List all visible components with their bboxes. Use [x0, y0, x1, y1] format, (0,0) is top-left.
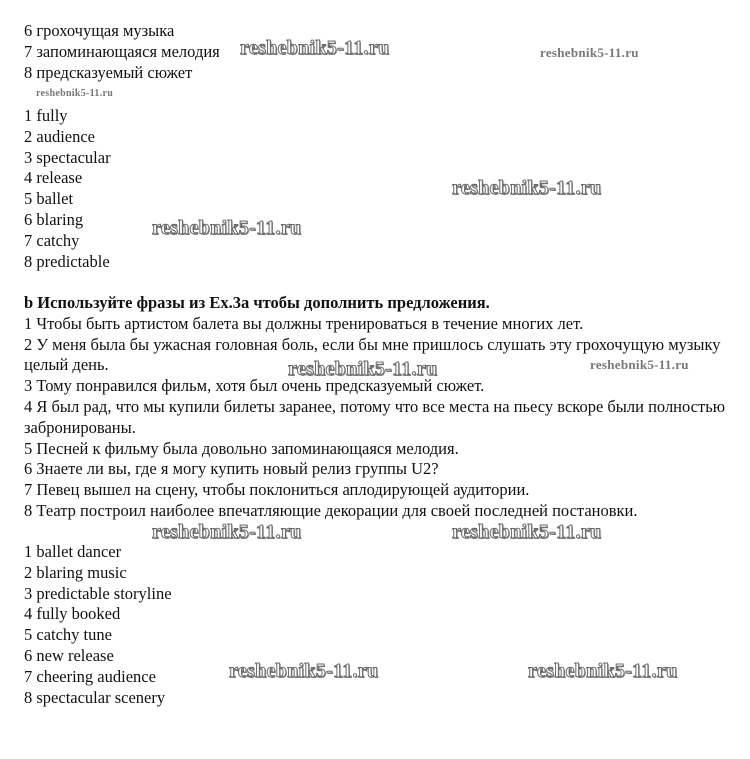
- sentence: 6 Знаете ли вы, где я могу купить новый релиз группы U2?: [24, 459, 439, 479]
- section-b-heading: b Используйте фразы из Ex.3a чтобы дополнить предложения.: [24, 293, 490, 312]
- answer-item: 6 new release: [24, 645, 114, 665]
- watermark: reshebnik5-11.ru: [540, 45, 639, 60]
- answer-item: 1 ballet dancer: [24, 542, 122, 561]
- answer-item: 1 fully: [24, 106, 68, 125]
- sentence: 3 Тому понравился фильм, хотя был очень предсказуемый сюжет.: [24, 376, 485, 396]
- intro-list-item: 7 запоминающаяся мелодия: [24, 41, 220, 61]
- watermark: reshebnik5-11.ru: [152, 521, 302, 543]
- intro-list-item: 8 предсказуемый сюжет: [24, 62, 193, 82]
- watermark: reshebnik5-11.ru: [452, 177, 602, 199]
- answer-item: 4 fully booked: [24, 604, 121, 624]
- answers-b-list: [24, 542, 736, 708]
- answer-item: 3 spectacular: [24, 147, 111, 167]
- answer-item: 7 catchy: [24, 230, 80, 250]
- watermark: reshebnik5-11.ru: [590, 357, 689, 372]
- answer-item: 8 predictable: [24, 251, 110, 271]
- sentence: 5 Песней к фильму была довольно запоминающаяся мелодия.: [24, 438, 459, 458]
- sentence: 2 У меня была бы ужасная головная боль, если бы мне пришлось слушать эту грохочущую музыку целый день.: [24, 334, 721, 375]
- answer-item: 7 cheering audience: [24, 666, 156, 686]
- answer-item: 2 audience: [24, 126, 96, 146]
- watermark: reshebnik5-11.ru: [452, 521, 602, 543]
- answer-item: 5 ballet: [24, 189, 74, 209]
- intro-list-item: 6 грохочущая музыка: [24, 21, 175, 40]
- watermark: reshebnik5-11.ru: [229, 660, 379, 682]
- section-b: [24, 293, 736, 522]
- answer-item: 6 blaring: [24, 209, 84, 229]
- watermark: reshebnik5-11.ru: [240, 37, 390, 59]
- sentence: 7 Певец вышел на сцену, чтобы поклониться аплодирующей аудитории.: [24, 480, 530, 500]
- watermark: reshebnik5-11.ru: [152, 217, 302, 239]
- answer-item: 3 predictable storyline: [24, 583, 172, 603]
- watermark: reshebnik5-11.ru: [528, 660, 678, 682]
- watermark: reshebnik5-11.ru: [288, 358, 438, 380]
- answer-item: 4 release: [24, 168, 83, 188]
- sentence: 4 Я был рад, что мы купили билеты заранее, потому что все места на пьесу вскоре были полностью забронированы.: [24, 396, 726, 437]
- answer-item: 5 catchy tune: [24, 625, 112, 645]
- answers-a-list: [24, 106, 736, 272]
- answer-item: 8 spectacular scenery: [24, 687, 166, 707]
- sentence: 1 Чтобы быть артистом балета вы должны тренироваться в течение многих лет.: [24, 313, 584, 333]
- watermark: reshebnik5-11.ru: [36, 88, 114, 99]
- answer-item: 2 blaring music: [24, 562, 127, 582]
- sentence: 8 Театр построил наиболее впечатляющие декорации для своей последней постановки.: [24, 500, 638, 520]
